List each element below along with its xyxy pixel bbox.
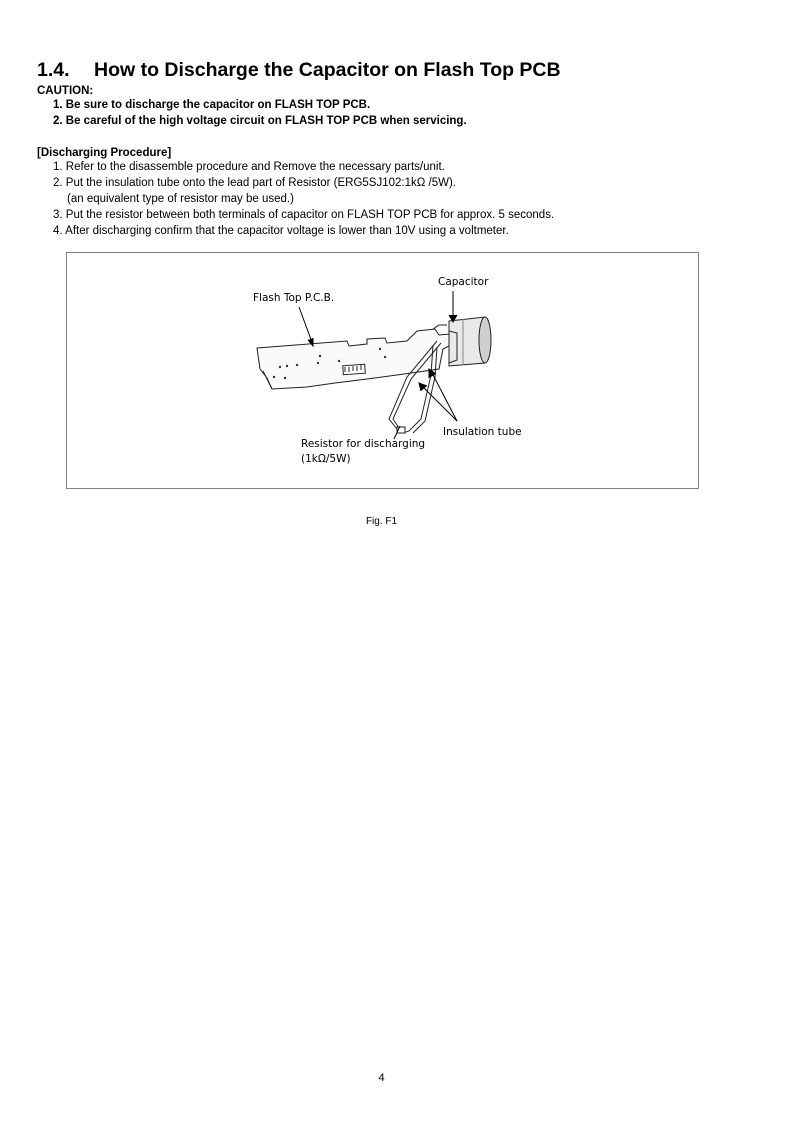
section-number: 1.4. <box>37 59 70 81</box>
caution-item: 1. Be sure to discharge the capacitor on FLASH TOP PCB. <box>53 99 371 111</box>
procedure-list <box>53 159 554 239</box>
page-number: 4 <box>378 1072 385 1084</box>
resistor-label: Resistor for discharging <box>301 438 426 450</box>
section-heading <box>37 59 561 82</box>
caution-item: 2. Be careful of the high voltage circuit on FLASH TOP PCB when servicing. <box>53 115 467 127</box>
procedure-step: 2. Put the insulation tube onto the lead part of Resistor (ERG5SJ102:1kΩ /5W). <box>53 177 457 189</box>
procedure-label: [Discharging Procedure] <box>37 147 172 159</box>
insulation-tube-label: Insulation tube <box>443 426 522 438</box>
section-title: How to Discharge the Capacitor on Flash Top PCB <box>94 59 561 81</box>
figure-caption: Fig. F1 <box>365 516 398 527</box>
figure-frame <box>66 252 699 489</box>
caution-label: CAUTION: <box>37 85 94 97</box>
pcb-label: Flash Top P.C.B. <box>253 292 335 304</box>
procedure-step-note: (an equivalent type of resistor may be used.) <box>67 193 294 205</box>
procedure-step: 3. Put the resistor between both terminals of capacitor on FLASH TOP PCB for approx. 5 seconds. <box>53 209 555 221</box>
procedure-step: 1. Refer to the disassemble procedure and Remove the necessary parts/unit. <box>53 161 445 173</box>
pcb-diagram <box>67 253 700 490</box>
resistor-rating-label: (1kΩ/5W) <box>301 453 351 465</box>
caution-list <box>53 97 467 129</box>
capacitor-label: Capacitor <box>438 276 489 288</box>
procedure-step: 4. After discharging confirm that the capacitor voltage is lower than 10V using a voltmeter. <box>53 225 509 237</box>
